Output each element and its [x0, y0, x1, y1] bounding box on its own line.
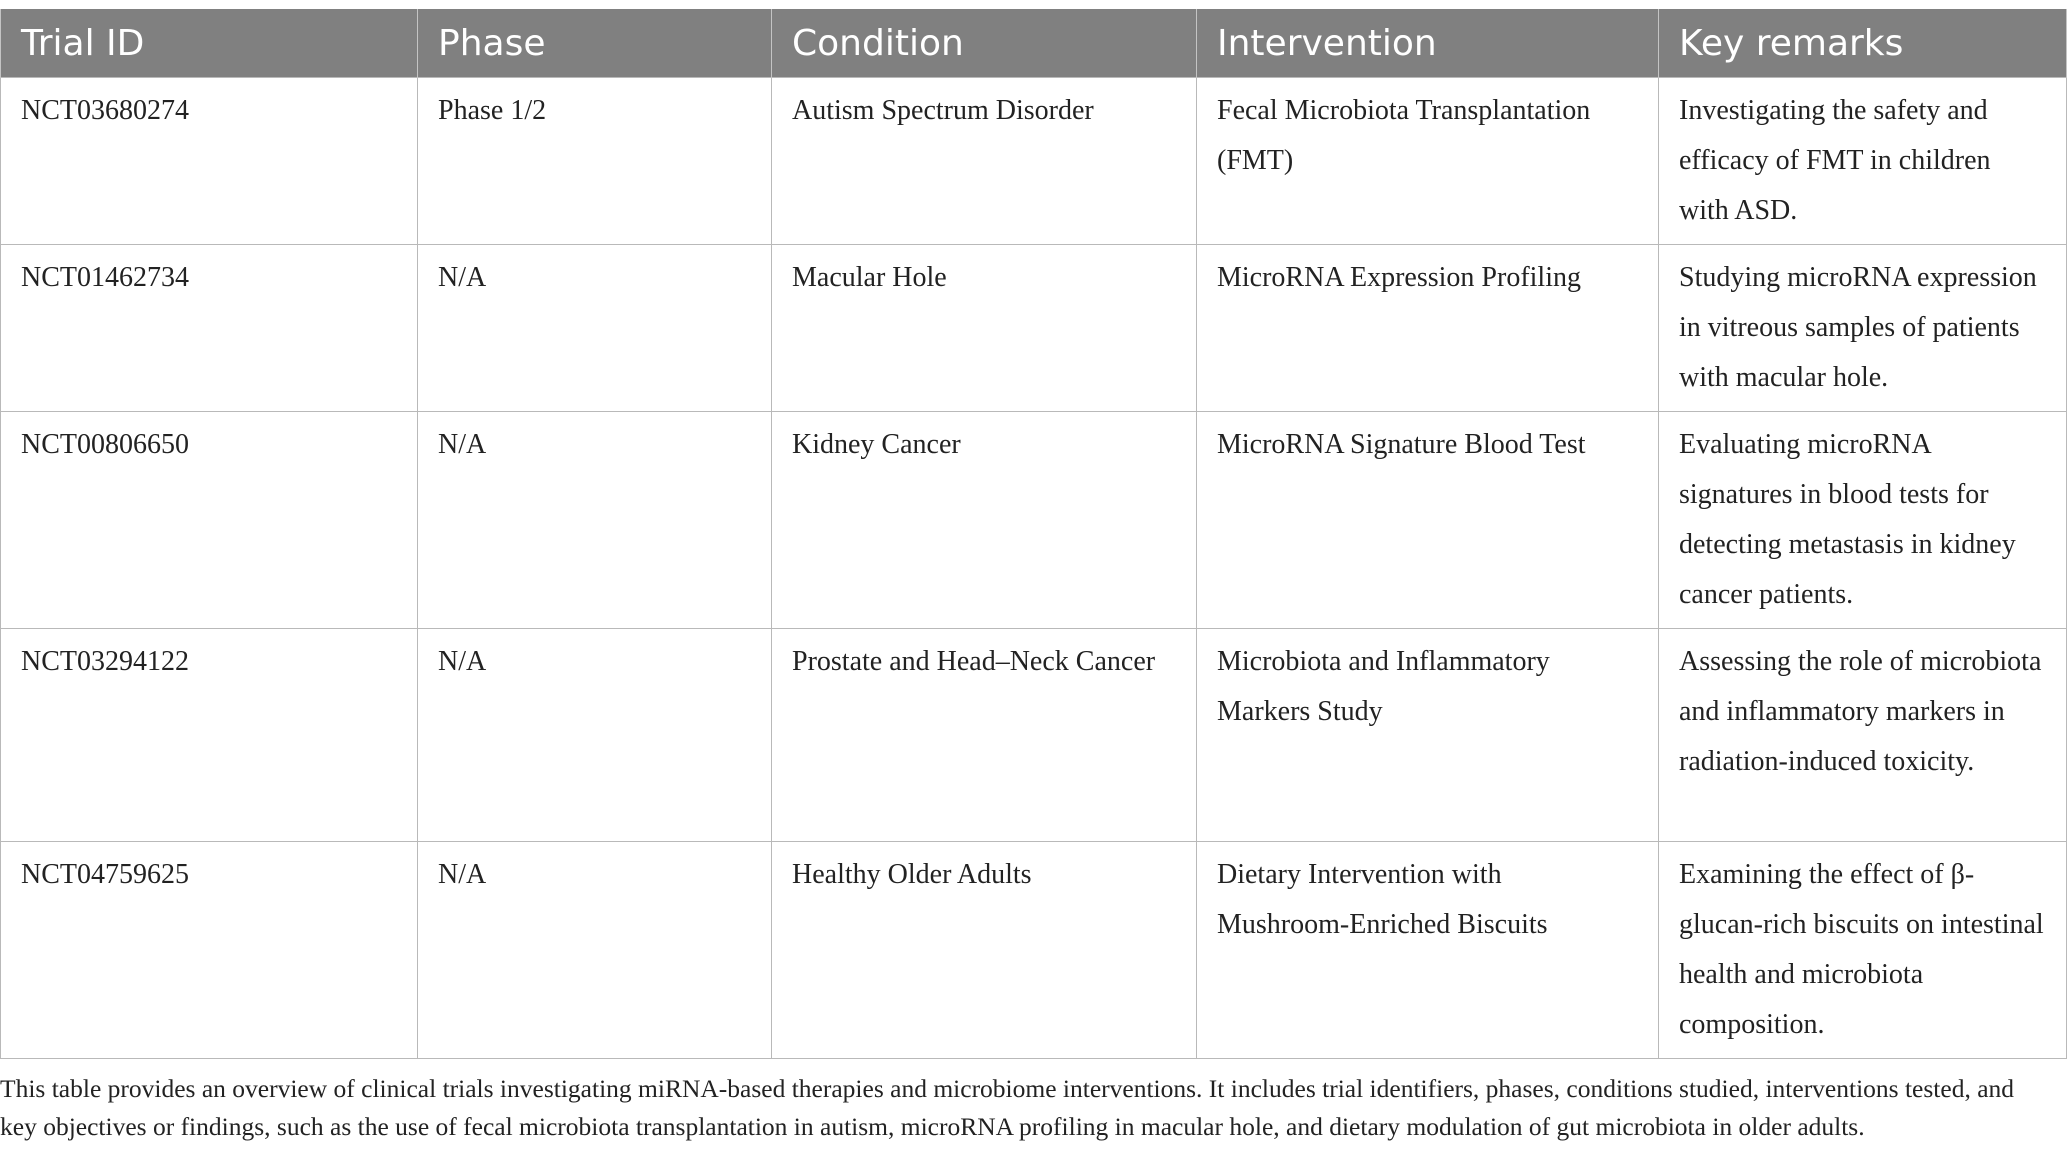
cell-condition: Prostate and Head–Neck Cancer	[772, 629, 1197, 842]
header-key-remarks: Key remarks	[1659, 9, 2067, 78]
cell-trial-id: NCT03680274	[1, 78, 418, 245]
table-footnote: This table provides an overview of clinical trials investigating miRNA-based therapies and microbiome interventions. It includes trial identifiers, phases, conditions studied, interventions tested, and key objectives or findings, such as the use of fecal microbiota transplantation in autism, microRNA profiling in macular hole, and dietary modulation of gut microbiota in older adults.	[0, 1073, 2015, 1141]
cell-remarks: Investigating the safety and efficacy of FMT in children with ASD.	[1659, 78, 2067, 245]
cell-phase: N/A	[418, 245, 772, 412]
cell-remarks: Assessing the role of microbiota and inflammatory markers in radiation-induced toxicity.	[1659, 629, 2067, 842]
clinical-trials-table	[0, 9, 2067, 1059]
header-intervention: Intervention	[1197, 9, 1659, 78]
table-header-row	[1, 9, 2067, 78]
cell-remarks: Evaluating microRNA signatures in blood tests for detecting metastasis in kidney cancer patients.	[1659, 412, 2067, 629]
cell-intervention: Microbiota and Inflammatory Markers Study	[1197, 629, 1659, 842]
cell-intervention: MicroRNA Expression Profiling	[1197, 245, 1659, 412]
cell-intervention: MicroRNA Signature Blood Test	[1197, 412, 1659, 629]
cell-condition: Healthy Older Adults	[772, 842, 1197, 1059]
table-row	[1, 842, 2067, 1059]
table-row	[1, 412, 2067, 629]
cell-intervention: Dietary Intervention with Mushroom-Enriched Biscuits	[1197, 842, 1659, 1059]
cell-phase: N/A	[418, 629, 772, 842]
cell-phase: N/A	[418, 842, 772, 1059]
cell-phase: Phase 1/2	[418, 78, 772, 245]
table-row	[1, 245, 2067, 412]
cell-phase: N/A	[418, 412, 772, 629]
cell-remarks: Examining the effect of β-glucan-rich biscuits on intestinal health and microbiota composition.	[1659, 842, 2067, 1059]
cell-trial-id: NCT01462734	[1, 245, 418, 412]
cell-condition: Macular Hole	[772, 245, 1197, 412]
cell-condition: Autism Spectrum Disorder	[772, 78, 1197, 245]
header-condition: Condition	[772, 9, 1197, 78]
cell-condition: Kidney Cancer	[772, 412, 1197, 629]
clinical-trials-table-container	[0, 9, 2068, 1059]
cell-intervention: Fecal Microbiota Transplantation (FMT)	[1197, 78, 1659, 245]
cell-remarks: Studying microRNA expression in vitreous samples of patients with macular hole.	[1659, 245, 2067, 412]
cell-trial-id: NCT03294122	[1, 629, 418, 842]
cell-trial-id: NCT04759625	[1, 842, 418, 1059]
header-trial-id: Trial ID	[1, 9, 418, 78]
header-phase: Phase	[418, 9, 772, 78]
table-row	[1, 78, 2067, 245]
table-row	[1, 629, 2067, 842]
cell-trial-id: NCT00806650	[1, 412, 418, 629]
